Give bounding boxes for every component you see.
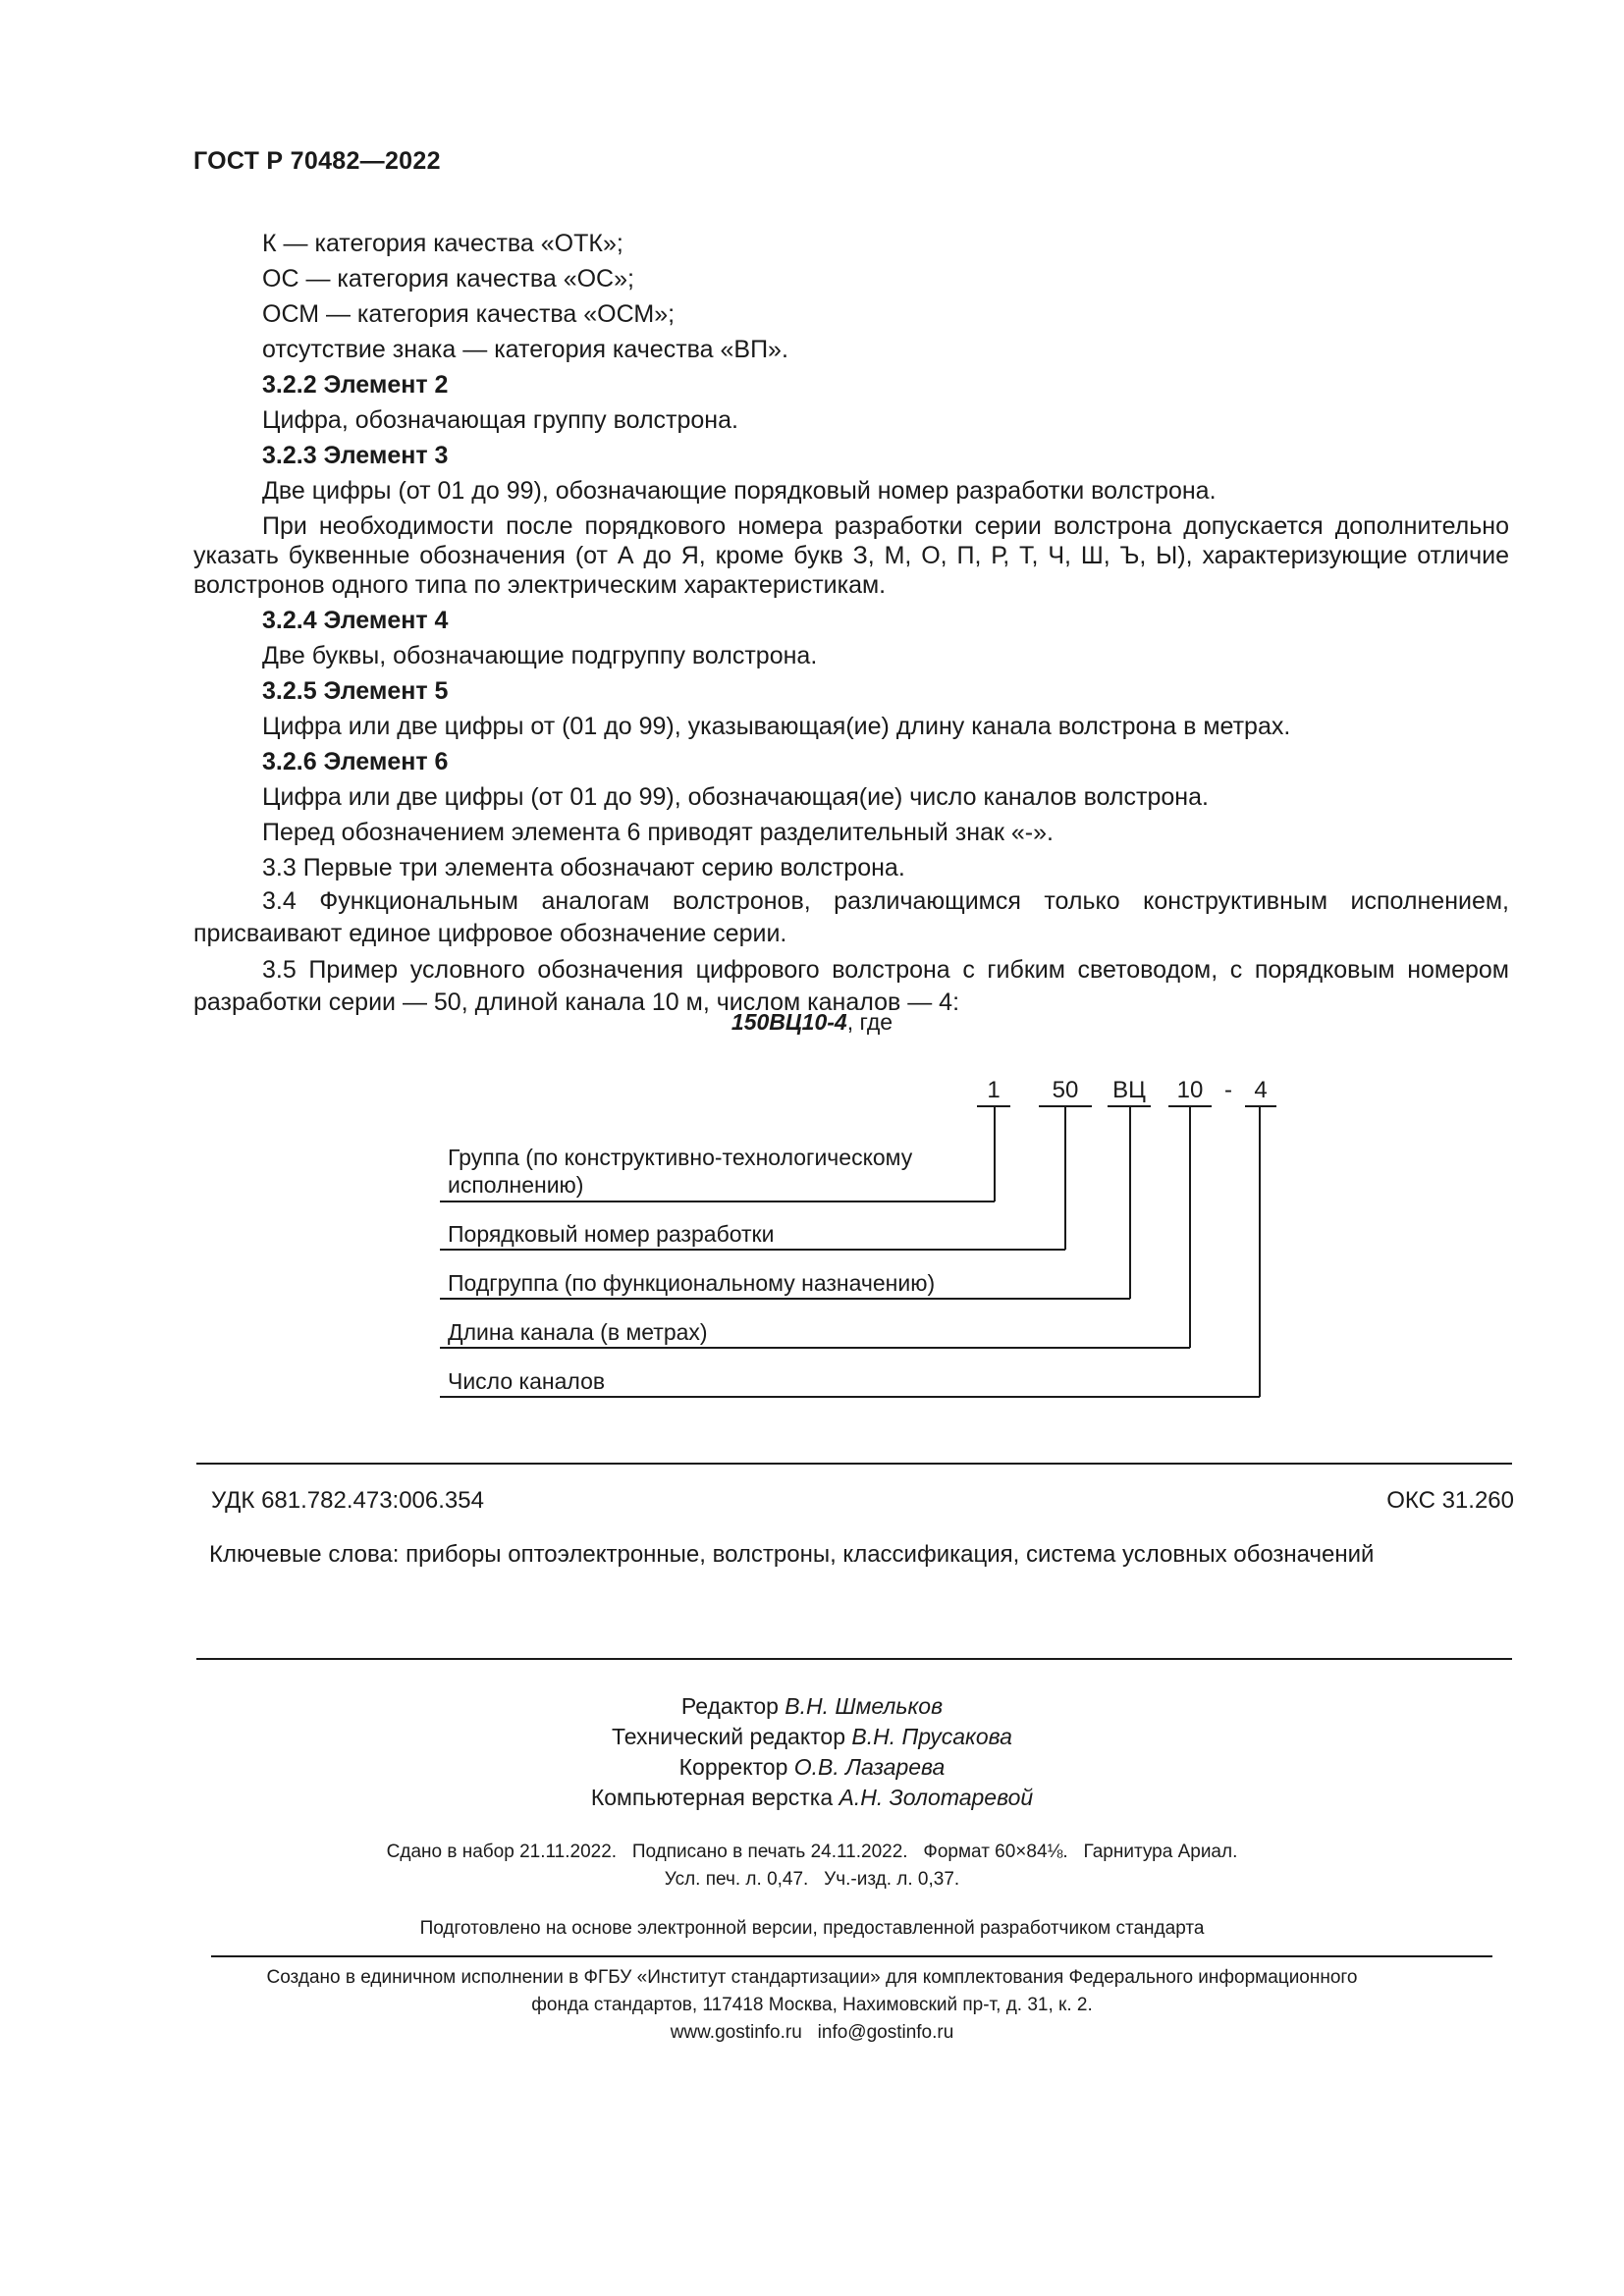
part-1: 1 (987, 1077, 1001, 1103)
label-group-cont: исполнению) (448, 1172, 584, 1198)
paragraph: Перед обозначением элемента 6 приводят разделительный знак «-». (262, 819, 1054, 846)
imprint-line: Сдано в набор 21.11.2022. Подписано в печать 24.11.2022. Формат 60×84⅛. Гарнитура Ариал. (386, 1842, 1238, 1862)
imprint-line: Усл. печ. л. 0,47. Уч.-изд. л. 0,37. (664, 1869, 960, 1890)
label-subgroup: Подгруппа (по функциональному назначению) (448, 1270, 936, 1296)
prepared-note: Подготовлено на основе электронной версии, предоставленной разработчиком стандарта (419, 1918, 1205, 1939)
part-4: 10 (1176, 1077, 1204, 1103)
paragraph: 3.5 Пример условного обозначения цифрового волстрона с гибким световодом, с порядковым номером разработки серии — 50, длиной канала 10 м, числом каналов — 4: (193, 956, 1509, 1016)
keywords: Ключевые слова: приборы оптоэлектронные, волстроны, классификация, система условных обозначений (209, 1541, 1375, 1568)
footer (0, 1964, 1624, 2047)
email-link[interactable]: info@gostinfo.ru (817, 2022, 954, 2043)
paragraph: отсутствие знака — категория качества «ВП». (262, 336, 788, 363)
credit-editor: Редактор В.Н. Шмельков (680, 1693, 944, 1719)
section-heading: 3.2.5 Элемент 5 (262, 677, 449, 705)
designation-code: 150ВЦ10-4 (731, 1009, 847, 1035)
designation-suffix: , где (846, 1009, 893, 1035)
paragraph: ОС — категория качества «ОС»; (262, 265, 634, 293)
section-heading: 3.2.4 Элемент 4 (262, 607, 449, 634)
paragraph: Две цифры (от 01 до 99), обозначающие порядковый номер разработки волстрона. (262, 477, 1217, 505)
paragraph: Цифра или две цифры (от 01 до 99), обозначающая(ие) число каналов волстрона. (262, 783, 1209, 811)
section-heading: 3.2.3 Элемент 3 (262, 442, 449, 469)
document-header: ГОСТ Р 70482—2022 (193, 147, 441, 175)
part-3: ВЦ (1112, 1077, 1146, 1103)
udk-code: УДК 681.782.473:006.354 (211, 1487, 484, 1514)
paragraph: Цифра, обозначающая группу волстрона. (262, 406, 738, 434)
divider (196, 1463, 1512, 1465)
section-heading: 3.2.6 Элемент 6 (262, 748, 449, 775)
divider (211, 1955, 1492, 1957)
credit-tech-editor: Технический редактор В.Н. Прусакова (612, 1724, 1012, 1749)
label-dev-number: Порядковый номер разработки (448, 1221, 775, 1247)
paragraph: 3.4 Функциональным аналогам волстронов, различающимся только конструктивным исполнением, присваивают единое цифровое обозначение серии. (193, 887, 1509, 947)
label-channel-length: Длина канала (в метрах) (448, 1319, 708, 1345)
credit-layout: Компьютерная верстка А.Н. Золотаревой (590, 1785, 1034, 1810)
section-heading: 3.2.2 Элемент 2 (262, 371, 449, 399)
paragraph: Цифра или две цифры от (01 до 99), указывающая(ие) длину канала волстрона в метрах. (262, 713, 1291, 740)
label-group: Группа (по конструктивно-технологическому (448, 1145, 913, 1170)
credit-corrector: Корректор О.В. Лазарева (678, 1754, 946, 1780)
oks-code: ОКС 31.260 (1386, 1487, 1514, 1514)
part-2: 50 (1052, 1077, 1079, 1103)
website-link[interactable]: www.gostinfo.ru (670, 2022, 802, 2043)
part-6: 4 (1254, 1077, 1268, 1103)
paragraph: Две буквы, обозначающие подгруппу волстрона. (262, 642, 818, 669)
divider (196, 1658, 1512, 1660)
imprint (0, 1839, 1624, 1894)
label-channel-count: Число каналов (448, 1368, 606, 1394)
footer-contacts (0, 2019, 1624, 2047)
paragraph: 3.3 Первые три элемента обозначают серию волстрона. (262, 854, 905, 881)
paragraph: К — категория качества «ОТК»; (262, 230, 623, 257)
part-5: - (1224, 1077, 1232, 1103)
credits (0, 1691, 1624, 1813)
footer-line: Создано в единичном исполнении в ФГБУ «Институт стандартизации» для комплектования Федерального информационного (266, 1967, 1358, 1988)
footer-line: фонда стандартов, 117418 Москва, Нахимовский пр-т, д. 31, к. 2. (531, 1995, 1093, 2015)
paragraph: При необходимости после порядкового номера разработки серии волстрона допускается дополнительно указать буквенные обозначения (от А до Я, кроме букв З, М, О, П, Р, Т, Ч, Ш, Ъ, Ы), характеризующие отличие волстронов одного типа по электрическим характеристикам. (193, 512, 1509, 599)
paragraph: ОСМ — категория качества «ОСМ»; (262, 300, 676, 328)
